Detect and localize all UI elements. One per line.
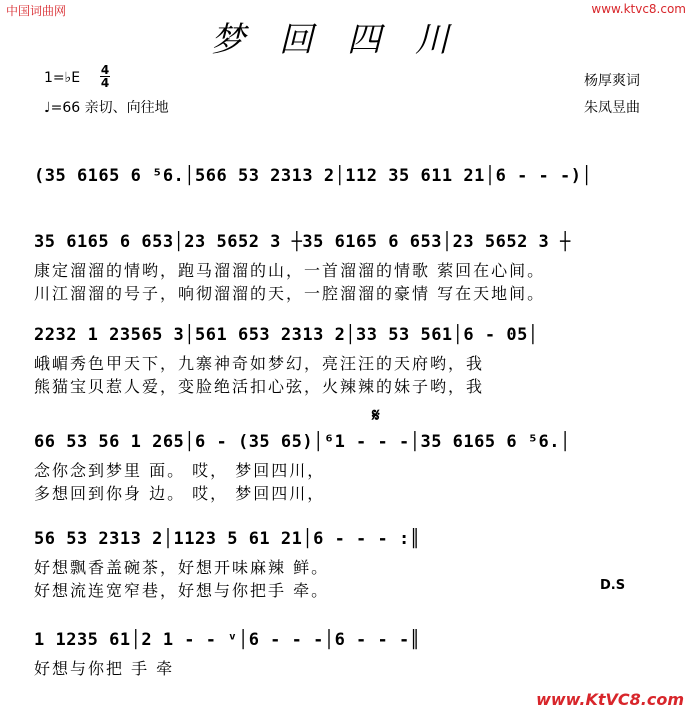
lyricist-credit: 杨厚爽词 (584, 73, 640, 89)
tempo-marking: ♩=66 亲切、向往地 (44, 100, 169, 116)
ds-marking: D.S (600, 578, 626, 593)
footer-watermark: www.KtVC8.com (536, 690, 684, 709)
lyric-row-5-verse-1: 好想飘香盖碗茶，好想开味麻辣 鲜。 (34, 558, 330, 577)
lyric-row-2-verse-2: 川江溜溜的号子，响彻溜溜的天，一腔溜溜的豪情 写在天地间。 (34, 284, 546, 303)
site-watermark-left: 中国词曲网 (6, 4, 67, 18)
notation-row-4: 66 53 56 1 265│6 - (35 65)│⁶1 - - -│35 6165 6 ⁵6.│ (34, 432, 571, 452)
song-title: 梦回四川 (211, 20, 483, 60)
notation-row-5: 56 53 2313 2│1123 5 61 21│6 - - - :║ (34, 529, 421, 549)
segno-sign: 𝄋 (372, 405, 380, 426)
lyric-row-6-verse-1: 好想与你把 手 牵 (34, 659, 175, 678)
time-signature-top: 4 (100, 63, 110, 77)
notation-row-3: 2232 1 23565 3│561 653 2313 2│33 53 561│6 - 05│ (34, 325, 539, 345)
lyric-row-4-verse-2: 多想回到你身 边。 哎， 梦回四川， (34, 484, 326, 503)
notation-row-6: 1 1235 61│2 1 - - ᵛ│6 - - -│6 - - -║ (34, 630, 421, 650)
lyric-row-2-verse-1: 康定溜溜的情哟，跑马溜溜的山，一首溜溜的情歌 萦回在心间。 (34, 261, 546, 280)
lyric-row-5-verse-2: 好想流连宽窄巷，好想与你把手 牵。 (34, 581, 330, 600)
lyric-row-3-verse-2: 熊猫宝贝惹人爱，变脸绝活扣心弦，火辣辣的妹子哟，我 (34, 377, 485, 396)
time-signature (100, 64, 110, 89)
key-signature: 1=♭E (44, 70, 81, 86)
site-watermark-right: www.ktvc8.com (591, 2, 686, 16)
notation-row-2: 35 6165 6 653│23 5652 3 ┼35 6165 6 653│23 5652 3 ┼ (34, 232, 571, 252)
lyric-row-4-verse-1: 念你念到梦里 面。 哎， 梦回四川， (34, 461, 326, 480)
lyric-row-3-verse-1: 峨嵋秀色甲天下，九寨神奇如梦幻，亮汪汪的天府哟，我 (34, 354, 485, 373)
notation-row-1: (35 6165 6 ⁵6.│566 53 2313 2│112 35 611 21│6 - - -)│ (34, 166, 593, 186)
time-signature-bottom: 4 (100, 76, 110, 90)
composer-credit: 朱凤昱曲 (584, 100, 640, 116)
